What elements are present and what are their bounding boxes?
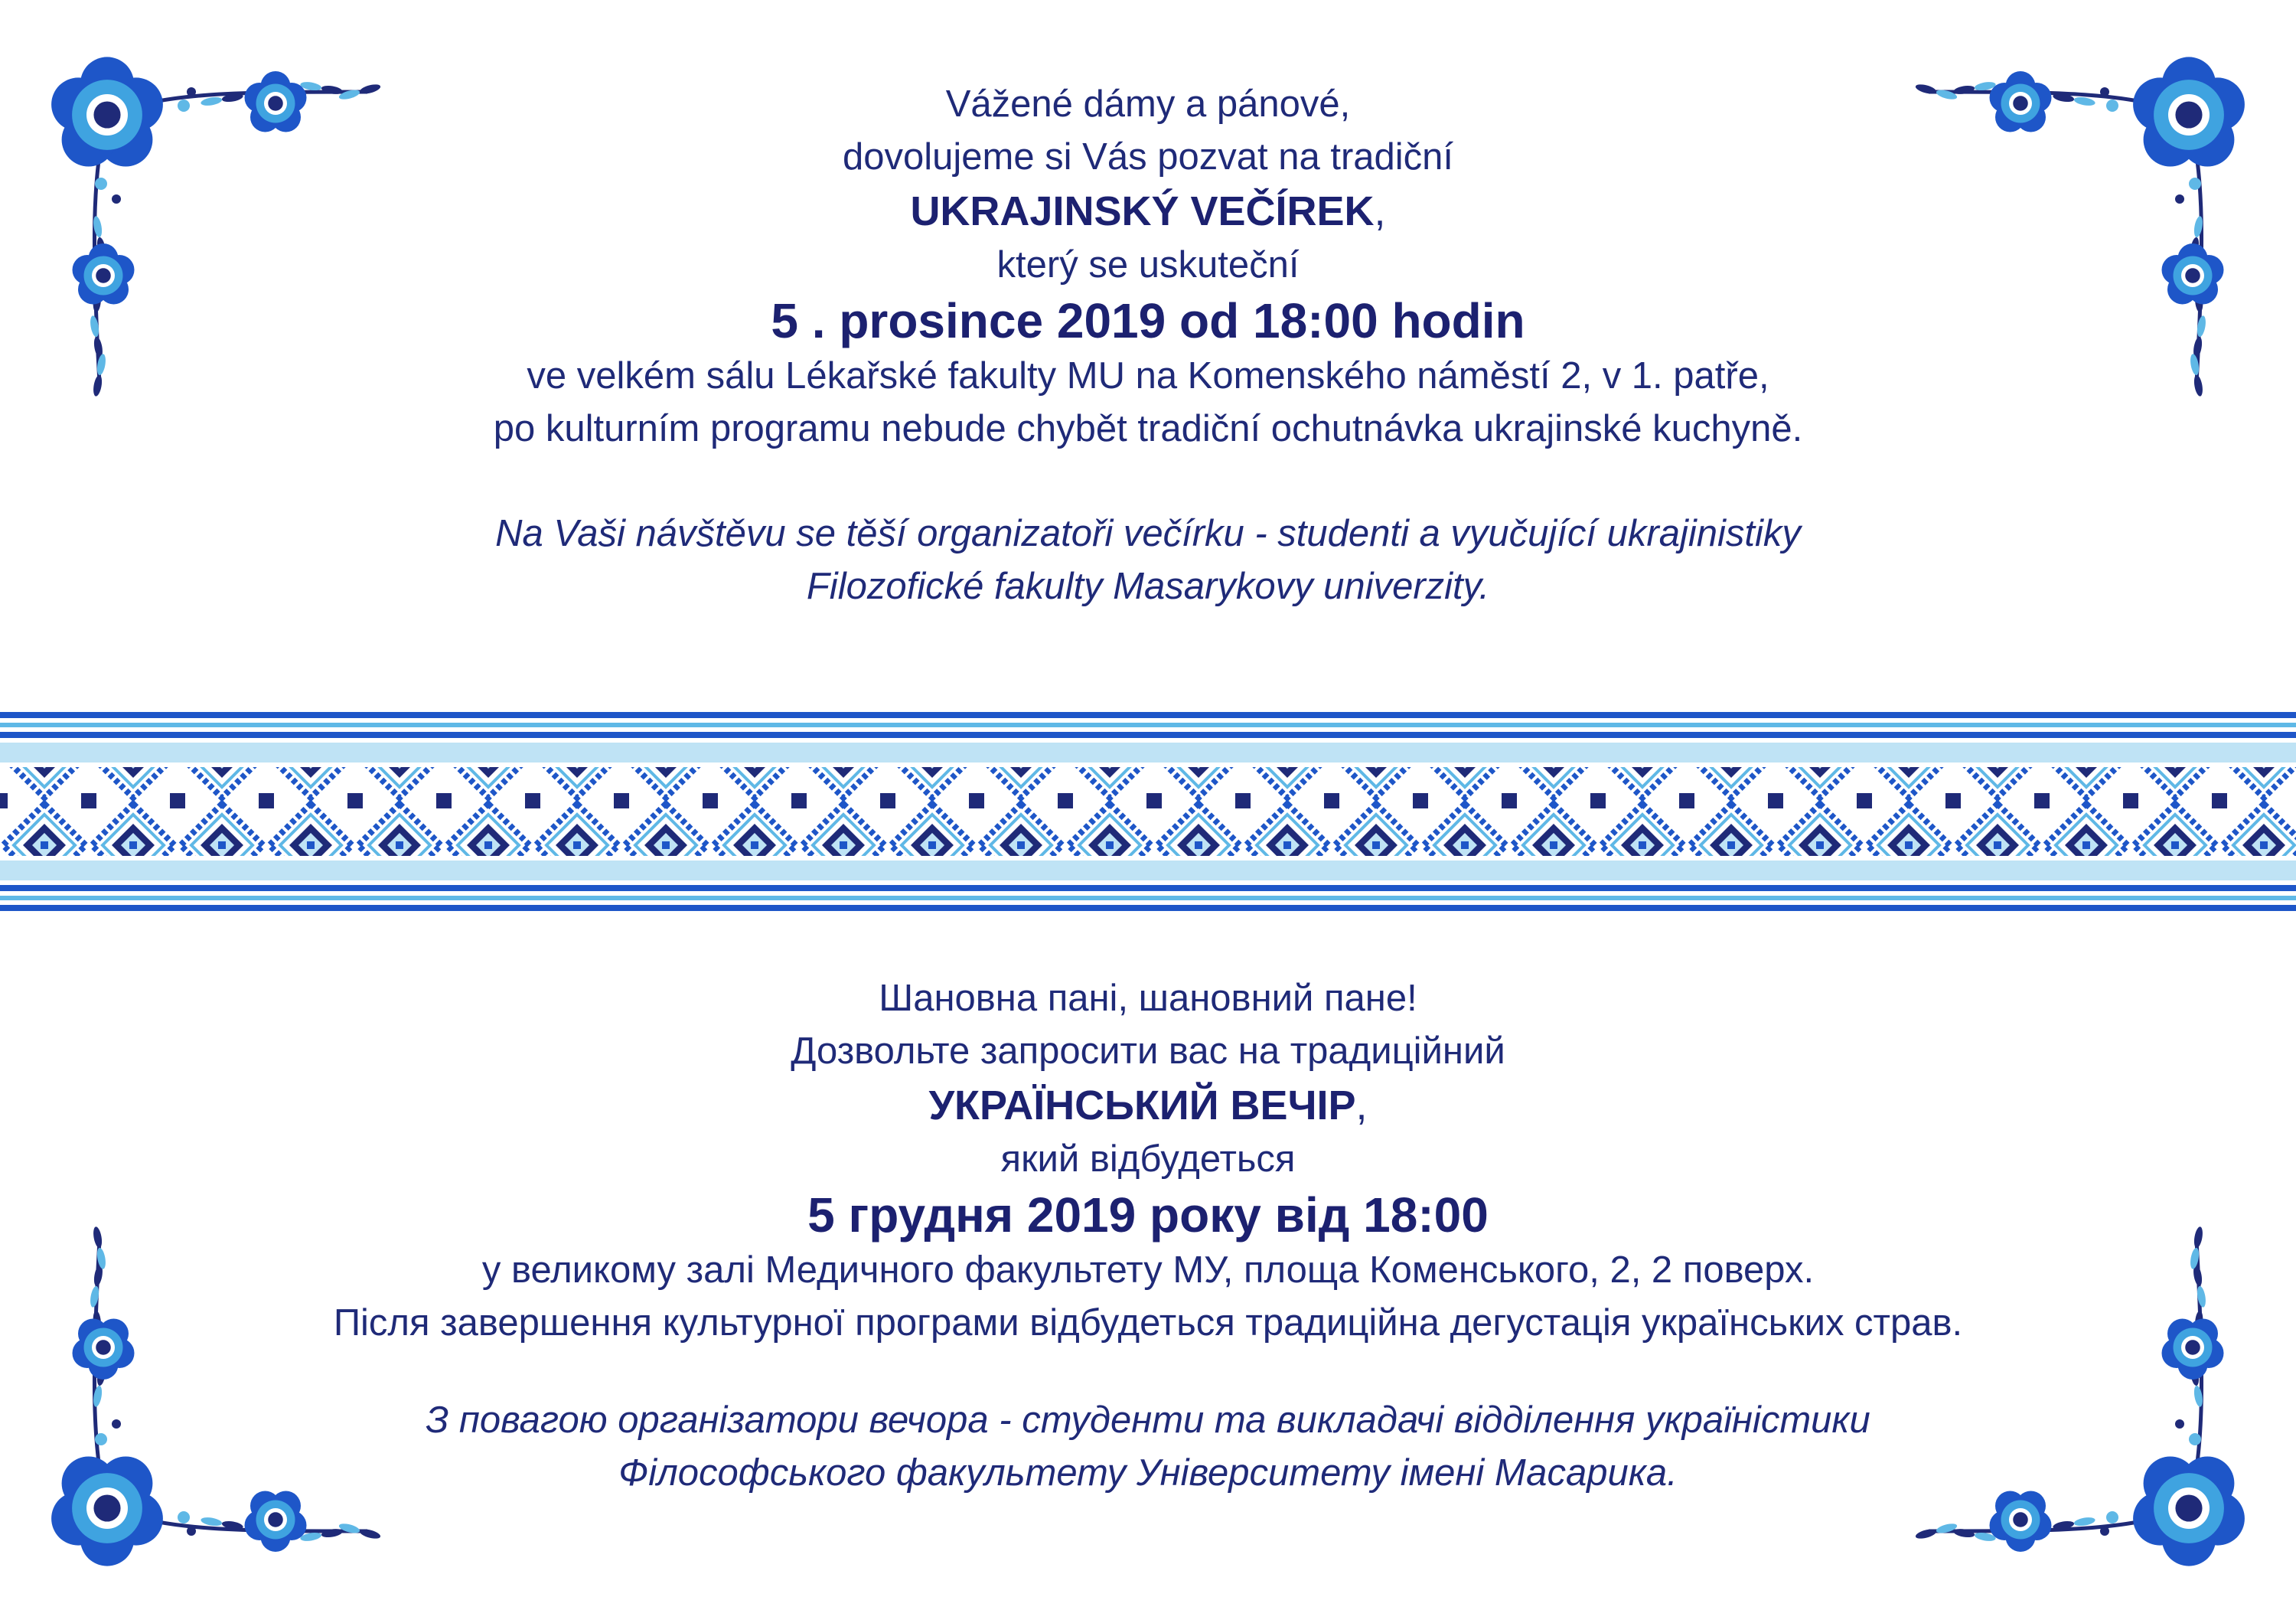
which-line-cz: který se uskuteční — [996, 244, 1300, 286]
organizers-line-2-cz: Filozofické fakulty Masarykovy univerzity. — [806, 566, 1490, 607]
event-title-ua — [0, 1078, 2296, 1133]
venue-line-ua: у великому залі Медичного факультету МУ, площа Коменського, 2, 2 поверх. — [481, 1249, 1815, 1291]
greeting-cz: Vážené dámy a pánové, — [945, 83, 1351, 125]
greeting-ua: Шановна пані, шановний пане! — [879, 978, 1417, 1019]
event-title-comma-cz: , — [1374, 188, 1386, 234]
czech-invitation — [0, 78, 2296, 613]
date-line-ua: 5 грудня 2019 року від 18:00 — [807, 1187, 1489, 1243]
organizers-line-1-cz: Na Vaši návštěvu se těší organizatoři večírku - studenti a vyučující ukrajinistiky — [495, 513, 1801, 554]
event-title-text-cz: UKRAJINSKÝ VEČÍREK — [910, 188, 1375, 234]
event-title-text-ua: УКРАЇНСЬКИЙ ВЕЧІР — [928, 1083, 1356, 1128]
invite-line-cz: dovolujeme si Vás pozvat na tradiční — [842, 136, 1454, 178]
venue-line-cz: ve velkém sálu Lékařské fakulty MU na Komenského náměstí 2, v 1. patře, — [527, 355, 1769, 397]
program-line-cz: po kulturním programu nebude chybět tradiční ochutnávka ukrajinské kuchyně. — [493, 408, 1803, 449]
event-title-cz — [0, 184, 2296, 239]
ukrainian-embroidery-band-icon — [0, 712, 2296, 911]
organizers-line-1-ua: З повагою організатори вечора - студенти та викладачі відділення україністики — [426, 1399, 1870, 1441]
date-line-cz: 5 . prosince 2019 od 18:00 hodin — [771, 293, 1525, 348]
invite-line-ua: Дозвольте запросити вас на традиційний — [791, 1030, 1505, 1072]
event-title-comma-ua: , — [1355, 1083, 1368, 1128]
ukrainian-invitation — [0, 972, 2296, 1500]
program-line-ua: Після завершення культурної програми відбудеться традиційна дегустація українських страв. — [333, 1302, 1963, 1344]
which-line-ua: який відбудеться — [1000, 1138, 1296, 1180]
organizers-line-2-ua: Філософського факультету Університету імені Масарика. — [618, 1452, 1678, 1494]
